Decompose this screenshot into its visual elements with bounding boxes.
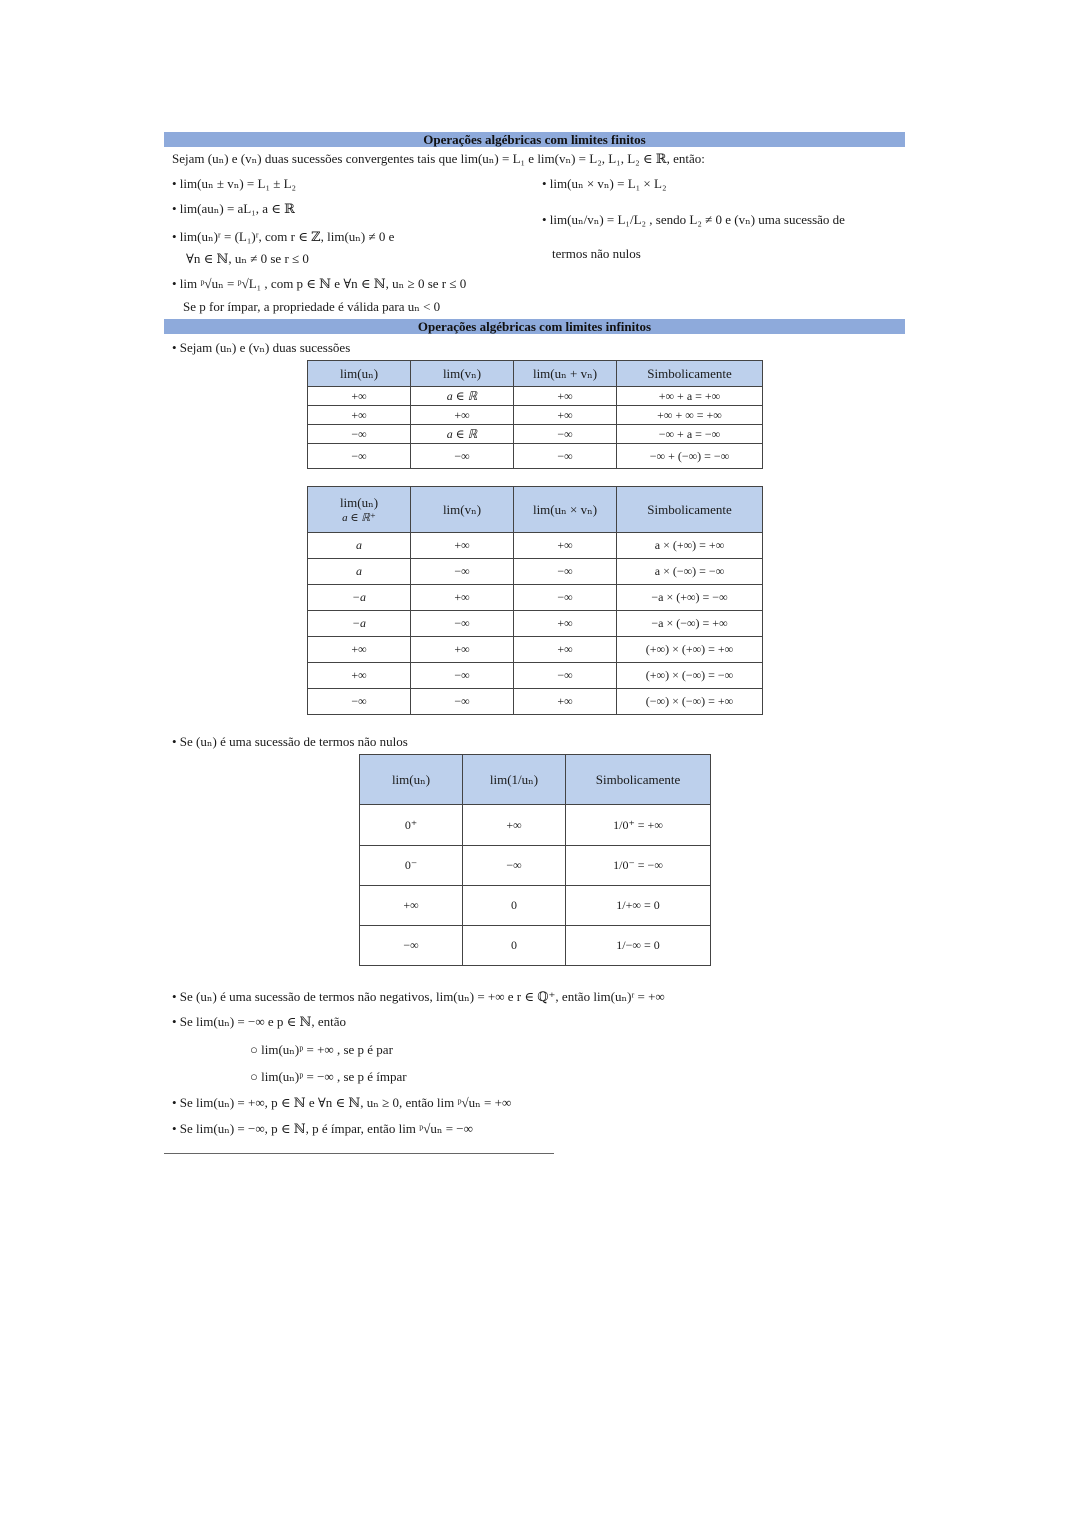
table-cell: −a × (+∞) = −∞	[617, 585, 763, 611]
reciprocal-limits-table	[359, 754, 711, 966]
table-row	[308, 637, 763, 663]
table-cell: 0⁺	[360, 805, 463, 846]
recip-header-inverse: lim(1/uₙ)	[463, 755, 566, 805]
finite-rule-root: • lim ᵖ√uₙ = ᵖ√L₁ , com p ∈ ℕ e ∀n ∈ ℕ, uₙ ≥ 0 se r ≤ 0	[172, 276, 467, 291]
table-cell: −∞	[411, 559, 514, 585]
infinite-limits-title: Operações algébricas com limites infinitos	[164, 319, 905, 334]
table-cell: +∞	[308, 387, 411, 406]
finite-rule-product: • lim(uₙ × vₙ) = L₁ × L₂	[542, 176, 667, 191]
table-cell: a × (+∞) = +∞	[617, 533, 763, 559]
recip-header-un: lim(uₙ)	[360, 755, 463, 805]
table-row	[308, 387, 763, 406]
product-limits-table	[307, 486, 763, 715]
table-cell: a	[308, 559, 411, 585]
table-cell: +∞	[411, 585, 514, 611]
prod-header-un-line2: a ∈ ℝ⁺	[342, 512, 376, 524]
rule-minus-infinity-power: • Se lim(uₙ) = −∞ e p ∈ ℕ, então	[172, 1014, 347, 1029]
table-cell: +∞	[463, 805, 566, 846]
prod-header-un	[308, 487, 411, 533]
sum-header-vn: lim(vₙ)	[411, 361, 514, 387]
table-cell: +∞ + a = +∞	[617, 387, 763, 406]
rule-power-nonnegative: • Se (uₙ) é uma sucessão de termos não negativos, lim(uₙ) = +∞ e r ∈ ℚ⁺, então lim(uₙ)ʳ = +∞	[172, 989, 665, 1004]
finite-rule-power-cond: ∀n ∈ ℕ, uₙ ≠ 0 se r ≤ 0	[186, 251, 309, 266]
table-cell: +∞	[308, 637, 411, 663]
table-cell: −∞	[308, 689, 411, 715]
table-cell: 1/0⁺ = +∞	[566, 805, 711, 846]
table-row	[308, 425, 763, 444]
table-cell: +∞	[514, 387, 617, 406]
table-row	[360, 886, 711, 926]
table-cell: +∞ + ∞ = +∞	[617, 406, 763, 425]
table-cell: −∞	[514, 585, 617, 611]
table-cell: −∞	[463, 846, 566, 886]
finite-rule-root-note: Se p for ímpar, a propriedade é válida para uₙ < 0	[183, 299, 441, 314]
prod-header-symbolic: Simbolicamente	[617, 487, 763, 533]
table-row	[308, 689, 763, 715]
reciprocal-intro: • Se (uₙ) é uma sucessão de termos não nulos	[172, 734, 408, 749]
table-row	[360, 926, 711, 966]
prod-header-vn: lim(vₙ)	[411, 487, 514, 533]
table-cell: −∞	[308, 425, 411, 444]
table-row	[308, 663, 763, 689]
table-cell: a	[308, 533, 411, 559]
table-row	[308, 585, 763, 611]
table-cell: −∞	[308, 444, 411, 469]
sum-header-un: lim(uₙ)	[308, 361, 411, 387]
table-cell: +∞	[514, 406, 617, 425]
table-cell: 1/0⁻ = −∞	[566, 846, 711, 886]
table-cell: +∞	[360, 886, 463, 926]
table-cell: −∞	[360, 926, 463, 966]
rule-root-minus-infinity: • Se lim(uₙ) = −∞, p ∈ ℕ, p é ímpar, então lim ᵖ√uₙ = −∞	[172, 1121, 473, 1136]
table-cell: +∞	[514, 611, 617, 637]
table-cell: −∞	[514, 559, 617, 585]
finite-rule-scalar: • lim(auₙ) = aL₁, a ∈ ℝ	[172, 201, 295, 216]
finite-rule-quotient: • lim(uₙ/vₙ) = L₁/L₂ , sendo L₂ ≠ 0 e (vₙ) uma sucessão de	[542, 212, 845, 227]
rule-power-odd: ○ lim(uₙ)ᵖ = −∞ , se p é ímpar	[250, 1069, 407, 1084]
table-cell: 0	[463, 886, 566, 926]
sum-limits-table	[307, 360, 763, 469]
table-row	[308, 559, 763, 585]
sum-header-symbolic: Simbolicamente	[617, 361, 763, 387]
table-cell: −a	[308, 611, 411, 637]
table-cell: +∞	[308, 663, 411, 689]
table-cell: 1/−∞ = 0	[566, 926, 711, 966]
table-cell: +∞	[514, 689, 617, 715]
table-cell: −∞ + a = −∞	[617, 425, 763, 444]
table-cell: −∞	[514, 663, 617, 689]
table-cell: a ∈ ℝ	[411, 425, 514, 444]
table-cell: −a × (−∞) = +∞	[617, 611, 763, 637]
finite-rule-power: • lim(uₙ)ʳ = (L₁)ʳ, com r ∈ ℤ, lim(uₙ) ≠ 0 e	[172, 229, 395, 244]
table-cell: 0⁻	[360, 846, 463, 886]
table-cell: (+∞) × (+∞) = +∞	[617, 637, 763, 663]
table-row	[360, 805, 711, 846]
table-cell: −∞	[411, 689, 514, 715]
table-cell: +∞	[411, 533, 514, 559]
prod-header-un-line1: lim(uₙ)	[339, 495, 379, 510]
table-cell: −∞	[514, 425, 617, 444]
finite-limits-title: Operações algébricas com limites finitos	[164, 132, 905, 147]
rule-power-even: ○ lim(uₙ)ᵖ = +∞ , se p é par	[250, 1042, 393, 1057]
table-cell: −∞	[514, 444, 617, 469]
footer-divider	[164, 1153, 554, 1154]
table-row	[308, 533, 763, 559]
recip-header-symbolic: Simbolicamente	[566, 755, 711, 805]
infinite-intro: • Sejam (uₙ) e (vₙ) duas sucessões	[172, 340, 351, 355]
finite-intro: Sejam (uₙ) e (vₙ) duas sucessões convergentes tais que lim(uₙ) = L₁ e lim(vₙ) = L₂, L₁, L₂ ∈ ℝ, então:	[172, 151, 705, 166]
finite-rule-quotient-cond: termos não nulos	[552, 246, 641, 261]
table-cell: +∞	[514, 533, 617, 559]
table-row	[360, 846, 711, 886]
table-cell: −a	[308, 585, 411, 611]
table-row	[308, 444, 763, 469]
table-cell: a ∈ ℝ	[411, 387, 514, 406]
table-cell: a × (−∞) = −∞	[617, 559, 763, 585]
table-cell: −∞	[411, 663, 514, 689]
table-cell: +∞	[514, 637, 617, 663]
table-row	[308, 406, 763, 425]
table-cell: +∞	[308, 406, 411, 425]
table-cell: 0	[463, 926, 566, 966]
table-cell: (+∞) × (−∞) = −∞	[617, 663, 763, 689]
sum-header-sum: lim(uₙ + vₙ)	[514, 361, 617, 387]
rule-root-plus-infinity: • Se lim(uₙ) = +∞, p ∈ ℕ e ∀n ∈ ℕ, uₙ ≥ 0, então lim ᵖ√uₙ = +∞	[172, 1095, 512, 1110]
table-cell: (−∞) × (−∞) = +∞	[617, 689, 763, 715]
table-cell: +∞	[411, 637, 514, 663]
table-cell: 1/+∞ = 0	[566, 886, 711, 926]
prod-header-product: lim(uₙ × vₙ)	[514, 487, 617, 533]
table-cell: −∞	[411, 444, 514, 469]
table-cell: −∞	[411, 611, 514, 637]
table-row	[308, 611, 763, 637]
table-cell: +∞	[411, 406, 514, 425]
table-cell: −∞ + (−∞) = −∞	[617, 444, 763, 469]
finite-rule-sum: • lim(uₙ ± vₙ) = L₁ ± L₂	[172, 176, 297, 191]
